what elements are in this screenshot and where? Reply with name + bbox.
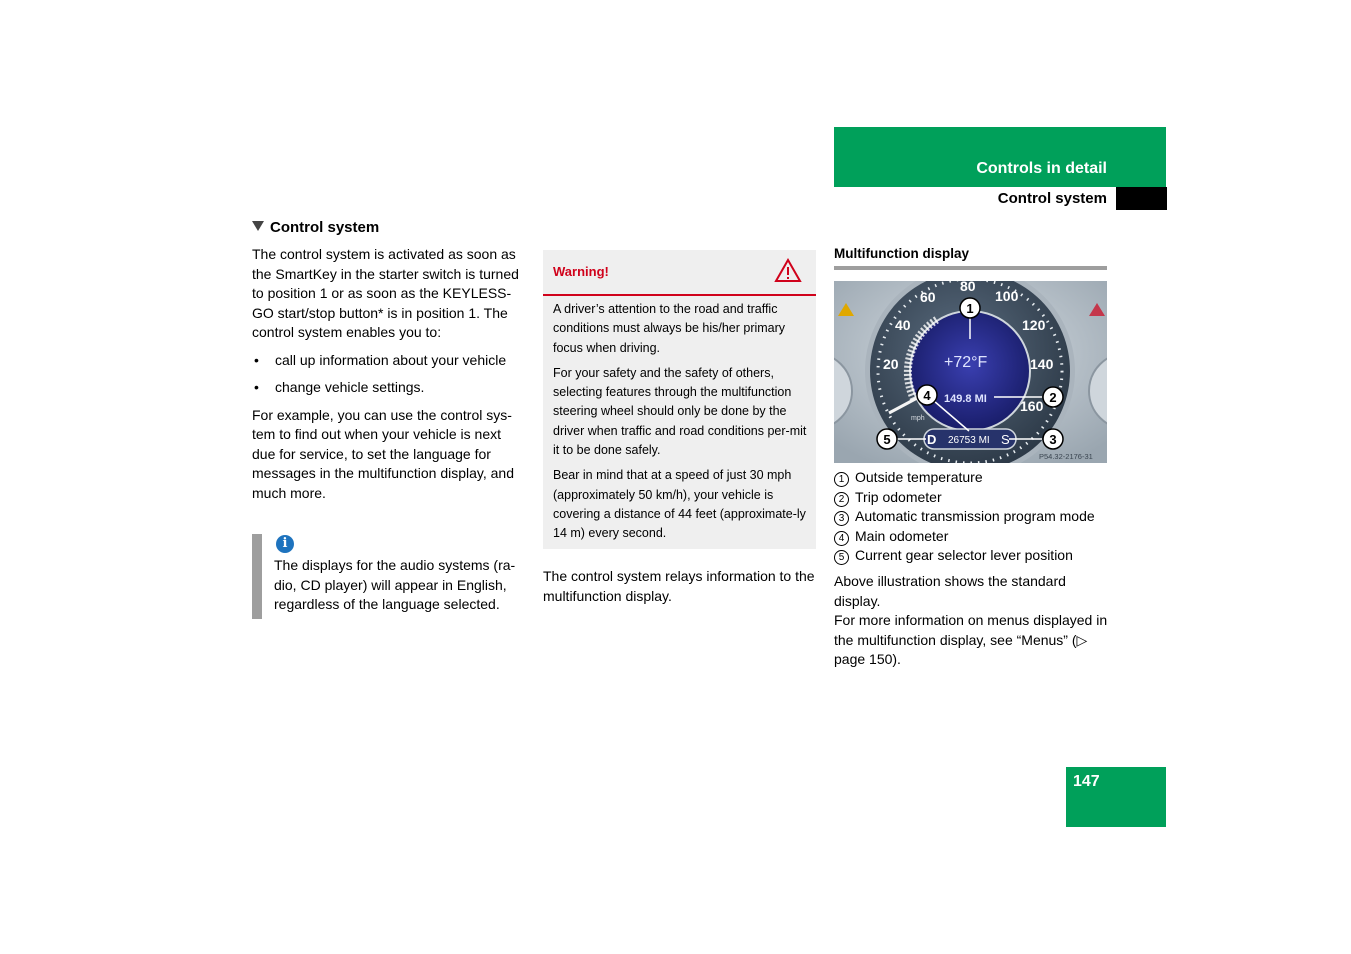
- info-bar: [252, 534, 262, 619]
- speed-label: 120: [1022, 317, 1046, 333]
- speed-label: 80: [960, 281, 976, 294]
- legend-row: [834, 527, 1114, 547]
- speed-label: 140: [1030, 356, 1054, 372]
- figure-code: P54.32-2176-31: [1039, 452, 1093, 461]
- section-title: Control system: [252, 219, 379, 236]
- warning-paragraph: For your safety and the safety of others, selecting features through the multifunction steering wheel should only be done by the driver when traffic and road conditions per-mit it to be done safely.: [553, 365, 807, 458]
- legend-number: 5: [834, 550, 849, 565]
- chapter-title: Controls in detail: [976, 160, 1107, 177]
- speed-label: 20: [883, 356, 899, 372]
- gear-readout: D: [927, 432, 937, 447]
- warning-header: [543, 250, 816, 296]
- legend-number: 2: [834, 492, 849, 507]
- chapter-header: [834, 127, 1166, 187]
- section-header: Control system: [997, 190, 1107, 207]
- warning-paragraph: A driver’s attention to the road and traffic conditions must always be his/her primary focus when driving.: [553, 302, 786, 355]
- speed-label: 60: [920, 289, 936, 305]
- list-item: • change vehicle settings.: [252, 378, 527, 398]
- info-note: [252, 534, 527, 619]
- multifunction-display-figure: [834, 281, 1107, 463]
- intro-paragraph: The control system is activated as soon as the SmartKey in the starter switch is turned to position 1 or as soon as the KEYLESS-GO start/stop button* is in position 1. The control system enables you to:: [252, 246, 519, 340]
- relay-paragraph: The control system relays information to the multifunction display.: [543, 568, 815, 604]
- callout-number: 5: [883, 432, 891, 447]
- unit-label: mph: [911, 415, 925, 422]
- legend-text: Current gear selector lever position: [855, 547, 1073, 563]
- triangle-down-icon: [252, 221, 264, 231]
- list-item: • call up information about your vehicle: [252, 351, 527, 371]
- figure-title: Multifunction display: [834, 246, 969, 261]
- legend-row: [834, 488, 1114, 508]
- callout-number: 2: [1049, 390, 1057, 405]
- legend-row: [834, 468, 1114, 488]
- info-text: The displays for the audio systems (ra-dio, CD player) will appear in English, regardless of the language selected.: [274, 557, 516, 612]
- legend-row: [834, 507, 1114, 527]
- legend-text: Main odometer: [855, 527, 949, 544]
- figure-legend: [834, 468, 1114, 566]
- odometer-readout: 26753 MI: [948, 435, 990, 446]
- speed-label: 100: [995, 288, 1019, 304]
- callout-number: 3: [1049, 432, 1057, 447]
- example-paragraph: For example, you can use the control sys-tem to find out when your vehicle is next due for service, to set the language for messages in the multifunction display, and much more.: [252, 406, 514, 501]
- menus-reference: For more information on menus displayed in the multifunction display, see “Menus” (▷ page 150).: [834, 612, 1108, 667]
- warning-label: Warning!: [553, 264, 609, 279]
- speed-label: 160: [1020, 398, 1044, 414]
- header-marker: [1116, 187, 1167, 210]
- bullet-list: [252, 351, 527, 398]
- title-rule: [834, 266, 1107, 270]
- page-number-tab: [1066, 767, 1166, 827]
- warning-paragraph: Bear in mind that at a speed of just 30 mph (approximately 50 km/h), your vehicle is covering a distance of 44 feet (approximate-ly 14 m) every second.: [553, 468, 806, 541]
- legend-row: [834, 546, 1114, 566]
- warning-box: [543, 250, 816, 549]
- column-1: [252, 245, 527, 511]
- warning-body: [553, 300, 809, 550]
- column-3-text: [834, 572, 1114, 670]
- legend-number: 3: [834, 511, 849, 526]
- speed-label: 40: [895, 317, 911, 333]
- trip-readout: 149.8 MI: [944, 393, 987, 405]
- legend-number: 1: [834, 472, 849, 487]
- callout-number: 4: [923, 388, 931, 403]
- callout-number: 1: [966, 301, 974, 316]
- legend-text: Outside temperature: [855, 469, 983, 485]
- standard-display-note: Above illustration shows the standard display.: [834, 573, 1066, 609]
- info-icon: i: [276, 535, 294, 553]
- legend-number: 4: [834, 531, 849, 546]
- legend-text: Automatic transmission program mode: [855, 508, 1095, 524]
- temperature-readout: +72°F: [944, 354, 988, 371]
- warning-triangle-icon: [774, 258, 802, 283]
- legend-text: Trip odometer: [855, 488, 942, 505]
- mode-readout: S: [1001, 432, 1010, 447]
- page-number: 147: [1073, 773, 1100, 790]
